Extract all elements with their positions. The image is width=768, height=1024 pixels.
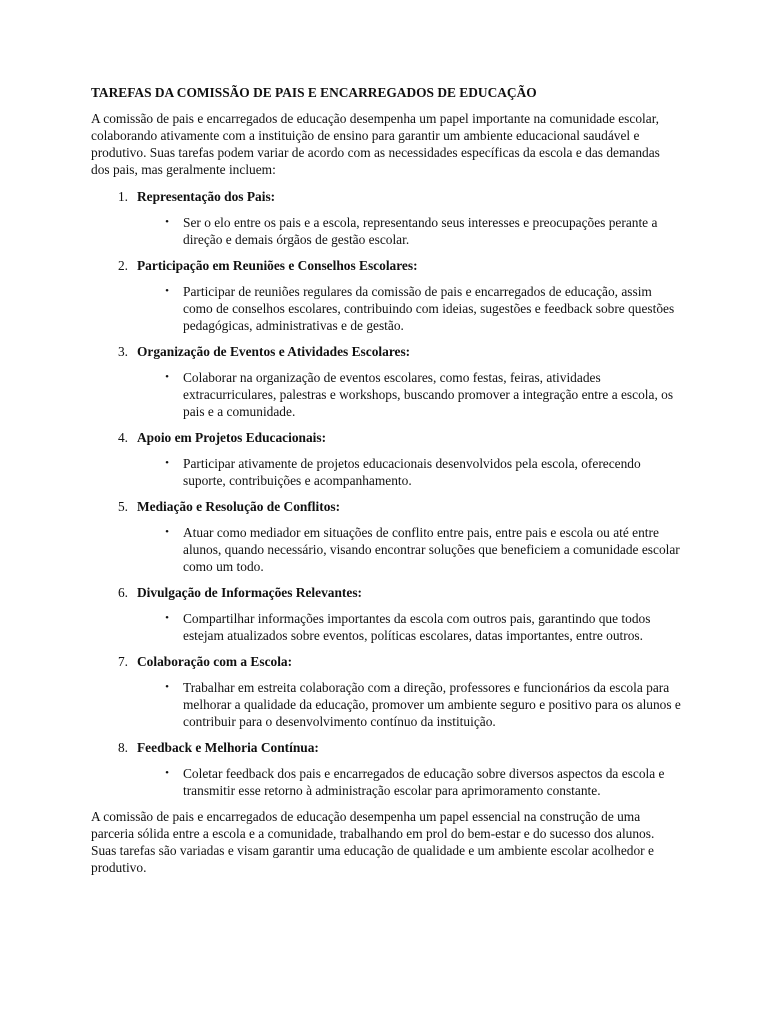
- bullet-item: [91, 679, 681, 730]
- bullet-icon: •: [165, 371, 169, 383]
- task-item: [91, 739, 681, 799]
- bullet-icon: •: [165, 526, 169, 538]
- bullet-item: [91, 610, 681, 644]
- task-title: Organização de Eventos e Atividades Escolares:: [137, 344, 411, 359]
- task-item: [91, 584, 681, 644]
- task-bullets: [91, 369, 681, 420]
- task-title: Colaboração com a Escola:: [137, 654, 293, 669]
- bullet-text: Coletar feedback dos pais e encarregados de educação sobre diversos aspectos da escola e transmitir esse retorno à administração escolar para aprimoramento constante.: [183, 766, 665, 798]
- task-title: Participação em Reuniões e Conselhos Escolares:: [137, 258, 418, 273]
- task-number: 5.: [117, 499, 128, 514]
- bullet-text: Participar ativamente de projetos educacionais desenvolvidos pela escola, oferecendo suporte, contribuições e acompanhamento.: [183, 456, 641, 488]
- intro-paragraph: A comissão de pais e encarregados de educação desempenha um papel importante na comunidade escolar, colaborando ativamente com a instituição de ensino para garantir um ambiente educacional saudável e produtivo. Suas tarefas podem variar de acordo com as necessidades específicas da escola e das demandas dos pais, mas geralmente incluem:: [91, 111, 660, 177]
- bullet-item: [91, 455, 681, 489]
- bullet-text: Colaborar na organização de eventos escolares, como festas, feiras, atividades extracurriculares, palestras e workshops, buscando promover a integração entre a escola, os pais e a comunidade.: [183, 370, 674, 419]
- bullet-text: Participar de reuniões regulares da comissão de pais e encarregados de educação, assim como de conselhos escolares, contribuindo com ideias, sugestões e feedback sobre questões pedagógicas, administrativas e de gestão.: [183, 284, 675, 333]
- task-item: [91, 257, 681, 334]
- task-item: [91, 343, 681, 420]
- bullet-item: [91, 524, 681, 575]
- bullet-icon: •: [165, 457, 169, 469]
- task-number: 1.: [117, 189, 128, 204]
- task-title: Feedback e Melhoria Contínua:: [137, 740, 319, 755]
- bullet-icon: •: [165, 681, 169, 693]
- task-number: 3.: [117, 344, 128, 359]
- bullet-item: [91, 765, 681, 799]
- task-item: [91, 498, 681, 575]
- bullet-item: [91, 369, 681, 420]
- task-bullets: [91, 524, 681, 575]
- task-item: [91, 188, 681, 248]
- bullet-text: Compartilhar informações importantes da escola com outros pais, garantindo que todos estejam atualizados sobre eventos, políticas escolares, datas importantes, entre outros.: [183, 611, 651, 643]
- bullet-text: Ser o elo entre os pais e a escola, representando seus interesses e preocupações perante a direção e demais órgãos de gestão escolar.: [183, 215, 658, 247]
- task-bullets: [91, 214, 681, 248]
- task-number: 6.: [117, 585, 128, 600]
- task-bullets: [91, 679, 681, 730]
- task-number: 7.: [117, 654, 128, 669]
- bullet-item: [91, 214, 681, 248]
- bullet-icon: •: [165, 612, 169, 624]
- closing-paragraph: A comissão de pais e encarregados de educação desempenha um papel essencial na construção de uma parceria sólida entre a escola e a comunidade, trabalhando em prol do bem-estar e do sucesso dos alunos. Suas tarefas são variadas e visam garantir uma educação de qualidade e um ambiente escolar acolhedor e produtivo.: [91, 809, 655, 875]
- task-title: Representação dos Pais:: [137, 189, 276, 204]
- task-title: Mediação e Resolução de Conflitos:: [137, 499, 341, 514]
- task-title: Apoio em Projetos Educacionais:: [137, 430, 327, 445]
- task-bullets: [91, 610, 681, 644]
- document-title: TAREFAS DA COMISSÃO DE PAIS E ENCARREGADOS DE EDUCAÇÃO: [91, 85, 537, 100]
- document-page: [91, 84, 681, 876]
- bullet-text: Trabalhar em estreita colaboração com a direção, professores e funcionários da escola para melhorar a qualidade da educação, promover um ambiente seguro e positivo para os alunos e contribuir para o desenvolvimento contínuo da instituição.: [183, 680, 681, 729]
- task-item: [91, 429, 681, 489]
- task-item: [91, 653, 681, 730]
- task-list: [91, 188, 681, 799]
- bullet-icon: •: [165, 285, 169, 297]
- task-number: 4.: [117, 430, 128, 445]
- task-number: 8.: [117, 740, 128, 755]
- bullet-item: [91, 283, 681, 334]
- bullet-icon: •: [165, 216, 169, 228]
- task-number: 2.: [117, 258, 128, 273]
- task-bullets: [91, 283, 681, 334]
- task-bullets: [91, 765, 681, 799]
- task-bullets: [91, 455, 681, 489]
- bullet-icon: •: [165, 767, 169, 779]
- bullet-text: Atuar como mediador em situações de conflito entre pais, entre pais e escola ou até entre alunos, quando necessário, visando encontrar soluções que beneficiem a comunidade escolar como um todo.: [183, 525, 680, 574]
- task-title: Divulgação de Informações Relevantes:: [137, 585, 362, 600]
